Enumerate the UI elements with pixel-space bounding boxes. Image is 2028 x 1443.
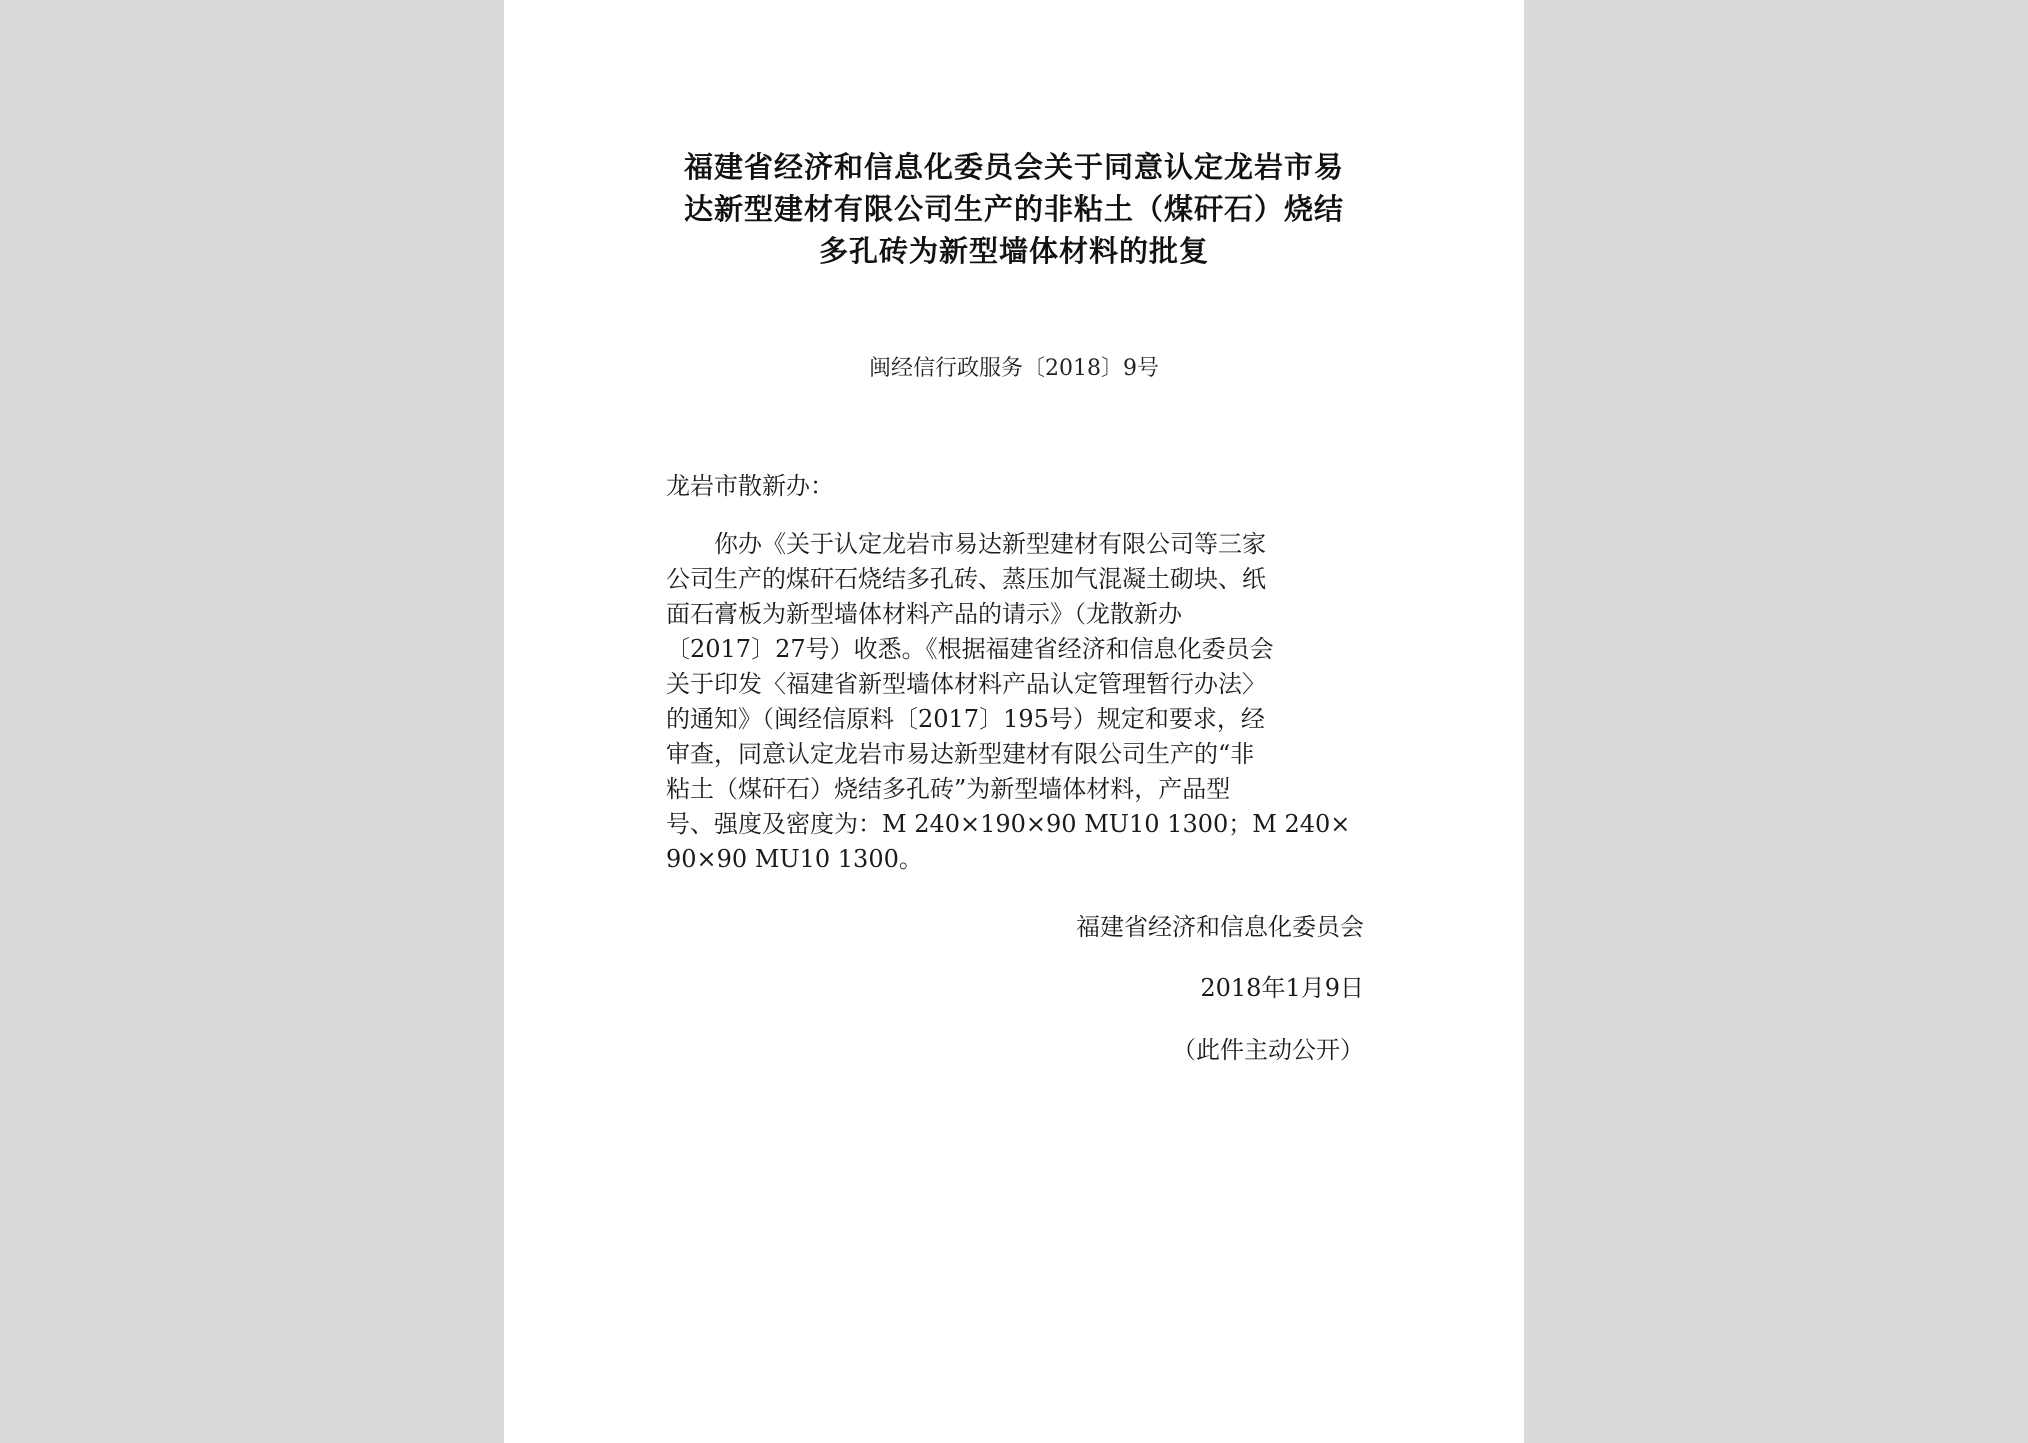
document-title [659, 146, 1369, 272]
signature-organization: 福建省经济和信息化委员会 [1076, 913, 1364, 941]
disclosure-note: （此件主动公开） [1172, 1036, 1364, 1064]
body-line: 面石膏板为新型墙体材料产品的请示》（龙散新办 [666, 600, 1182, 628]
body-line: 的通知》（闽经信原料〔2017〕195号）规定和要求，经 [666, 705, 1265, 733]
body-line: 90×90 MU10 1300。 [666, 845, 923, 873]
body-line: 粘土（煤矸石）烧结多孔砖”为新型墙体材料，产品型 [666, 775, 1231, 803]
body-paragraph [666, 527, 1376, 877]
document-page [504, 0, 1524, 1443]
body-line: 关于印发〈福建省新型墙体材料产品认定管理暂行办法〉 [666, 670, 1266, 698]
title-line: 福建省经济和信息化委员会关于同意认定龙岩市易 [683, 150, 1344, 184]
body-line: 审查，同意认定龙岩市易达新型建材有限公司生产的“非 [666, 740, 1255, 768]
title-line: 达新型建材有限公司生产的非粘土（煤矸石）烧结 [683, 192, 1344, 226]
body-line: 号、强度及密度为：M 240×190×90 MU10 1300；M 240× [666, 810, 1351, 838]
document-number: 闽经信行政服务〔2018〕9号 [869, 356, 1159, 381]
body-line: 公司生产的煤矸石烧结多孔砖、蒸压加气混凝土砌块、纸 [666, 565, 1266, 593]
recipient: 龙岩市散新办： [666, 472, 834, 500]
body-line: 你办《关于认定龙岩市易达新型建材有限公司等三家 [666, 530, 1266, 558]
body-line: 〔2017〕27号）收悉。《根据福建省经济和信息化委员会 [666, 635, 1274, 663]
signature-date: 2018年1月9日 [1200, 974, 1364, 1002]
title-line: 多孔砖为新型墙体材料的批复 [818, 234, 1209, 268]
